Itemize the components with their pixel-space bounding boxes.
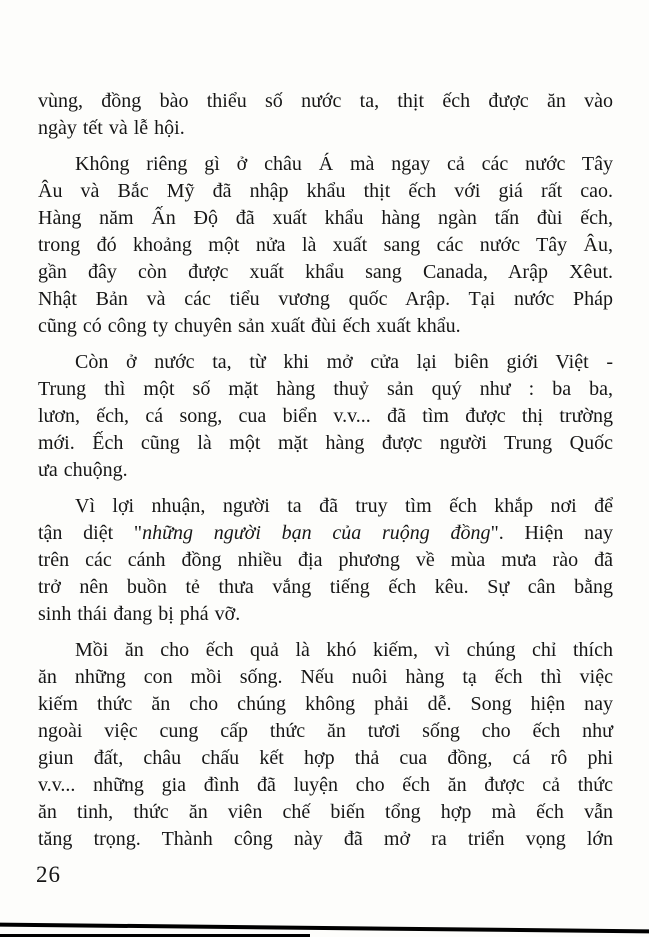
text-line (38, 799, 613, 826)
text-segment: cũng có công ty chuyên sản xuất đùi ếch xuất khẩu. (38, 315, 461, 337)
text-segment: Trung thì một số mặt hàng thuỷ sản quý như : ba ba, (38, 378, 613, 400)
italic-text-segment: những người bạn của ruộng đồng (142, 522, 491, 544)
text-segment: ưa chuộng. (38, 459, 128, 481)
text-segment: ăn những con mồi sống. Nếu nuôi hàng tạ ếch thì việc (38, 666, 613, 688)
text-segment: Còn ở nước ta, từ khi mở cửa lại biên giới Việt - (75, 351, 613, 373)
text-segment: trở nên buồn tẻ thưa vắng tiếng ếch kêu. Sự cân bằng (38, 576, 613, 598)
text-line (38, 457, 613, 484)
text-line (38, 403, 613, 430)
text-segment: gần đây còn được xuất khẩu sang Canada, Arập Xêut. (38, 261, 613, 283)
text-segment: tăng trọng. Thành công này đã mở ra triển vọng lớn (38, 828, 613, 850)
text-line (38, 430, 613, 457)
text-line (38, 286, 613, 313)
paragraph (38, 349, 613, 484)
text-line (38, 691, 613, 718)
text-segment: trong đó khoảng một nửa là xuất sang các nước Tây Âu, (38, 234, 613, 256)
text-segment: Hàng năm Ấn Độ đã xuất khẩu hàng ngàn tấn đùi ếch, (38, 207, 613, 229)
text-line (38, 115, 613, 142)
text-block (38, 88, 613, 862)
text-line (38, 259, 613, 286)
text-segment: Mồi ăn cho ếch quả là khó kiếm, vì chúng chỉ thích (75, 639, 613, 661)
text-segment: ăn tinh, thức ăn viên chế biến tổng hợp mà ếch vẫn (38, 801, 613, 823)
text-segment: ngày tết và lễ hội. (38, 117, 185, 139)
text-line (38, 772, 613, 799)
text-segment: giun đất, châu chấu kết hợp thả cua đồng, cá rô phi (38, 747, 613, 769)
text-segment: sinh thái đang bị phá vỡ. (38, 603, 241, 625)
text-segment: mới. Ếch cũng là một mặt hàng được người Trung Quốc (38, 432, 613, 454)
text-line (38, 826, 613, 853)
text-segment: ngoài việc cung cấp thức ăn tươi sống cho ếch như (38, 720, 613, 742)
paragraph (38, 637, 613, 853)
text-segment: kiếm thức ăn cho chúng không phải dễ. Song hiện nay (38, 693, 613, 715)
text-segment: tận diệt " (38, 522, 143, 544)
text-line (38, 520, 613, 547)
paragraph (38, 151, 613, 340)
text-line (38, 205, 613, 232)
text-line (38, 349, 613, 376)
text-line (38, 574, 613, 601)
text-line (38, 601, 613, 628)
text-line (38, 664, 613, 691)
text-segment: Âu và Bắc Mỹ đã nhập khẩu thịt ếch với giá rất cao. (38, 180, 613, 202)
text-segment: Không riêng gì ở châu Á mà ngay cả các nước Tây (75, 153, 613, 175)
text-line (38, 547, 613, 574)
text-segment: lươn, ếch, cá song, cua biển v.v... đã tìm được thị trường (38, 405, 613, 427)
text-line (38, 637, 613, 664)
text-line (38, 493, 613, 520)
scan-edge-line (0, 923, 649, 934)
text-line (38, 88, 613, 115)
paragraph (38, 493, 613, 628)
text-segment: ". Hiện nay (490, 522, 613, 544)
text-segment: v.v... những gia đình đã luyện cho ếch ăn được cả thức (38, 774, 613, 796)
text-line (38, 745, 613, 772)
paragraph (38, 88, 613, 142)
page-number: 26 (36, 862, 61, 887)
text-line (38, 718, 613, 745)
text-segment: trên các cánh đồng nhiều địa phương về mùa mưa rào đã (38, 549, 613, 571)
text-segment: Nhật Bản và các tiểu vương quốc Arập. Tại nước Pháp (38, 288, 613, 310)
text-line (38, 313, 613, 340)
text-line (38, 178, 613, 205)
text-line (38, 376, 613, 403)
text-segment: vùng, đồng bào thiểu số nước ta, thịt ếch được ăn vào (38, 90, 613, 112)
text-segment: Vì lợi nhuận, người ta đã truy tìm ếch khắp nơi để (75, 495, 613, 517)
text-line (38, 232, 613, 259)
text-line (38, 151, 613, 178)
